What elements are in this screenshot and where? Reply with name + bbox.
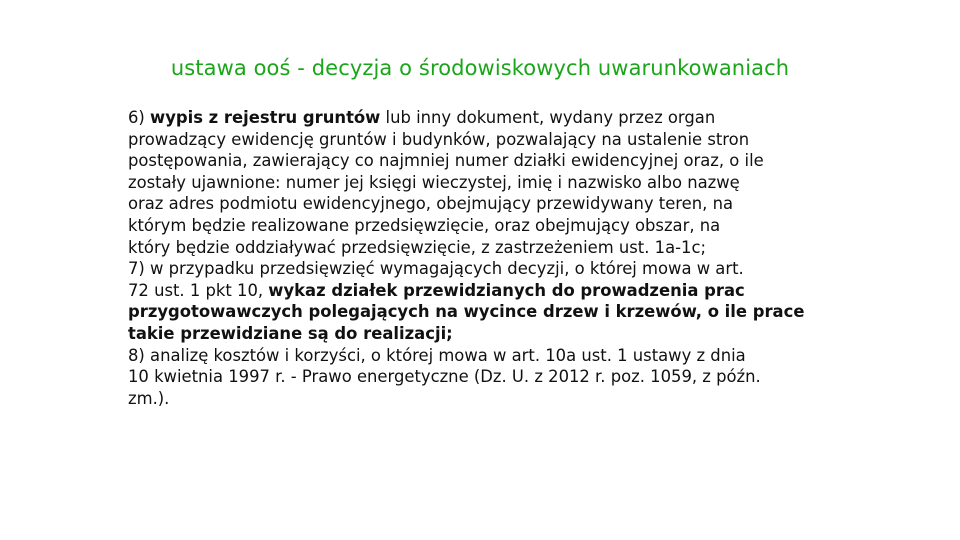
bold-text-run: wykaz działek przewidzianych do prowadzenia prac xyxy=(268,280,745,300)
slide-title: ustawa ooś - decyzja o środowiskowych uwarunkowaniach xyxy=(170,56,790,80)
bold-text-run: przygotowawczych polegających na wycince drzew i krzewów, o ile prace xyxy=(128,302,805,322)
text-run: 72 ust. 1 pkt 10, xyxy=(128,280,269,300)
text-run: postępowania, zawierający co najmniej numer działki ewidencyjnej oraz, o ile xyxy=(128,151,764,171)
text-run: zostały ujawnione: numer jej księgi wieczystej, imię i nazwisko albo nazwę xyxy=(128,172,740,192)
text-run: oraz adres podmiotu ewidencyjnego, obejmujący przewidywany teren, na xyxy=(128,194,734,214)
text-line xyxy=(128,323,828,345)
text-line xyxy=(128,129,828,151)
text-line xyxy=(128,172,828,194)
text-line xyxy=(128,237,828,259)
text-line xyxy=(128,388,828,410)
text-run: którym będzie realizowane przedsięwzięcie, oraz obejmujący obszar, na xyxy=(128,215,721,235)
text-line xyxy=(128,301,828,323)
text-run: lub inny dokument, wydany przez organ xyxy=(380,108,716,127)
text-run: 10 kwietnia 1997 r. - Prawo energetyczne (Dz. U. z 2012 r. poz. 1059, z późn. xyxy=(128,367,761,387)
text-line xyxy=(128,107,828,129)
text-run: prowadzący ewidencję gruntów i budynków, pozwalający na ustalenie stron xyxy=(128,129,750,149)
text-line xyxy=(128,345,828,367)
text-line xyxy=(128,258,828,280)
text-line xyxy=(128,215,828,237)
text-line xyxy=(128,280,828,302)
text-line xyxy=(128,193,828,215)
text-run: 6) xyxy=(128,108,151,127)
bold-text-run: takie przewidziane są do realizacji; xyxy=(128,323,453,343)
text-run: 7) w przypadku przedsięwzięć wymagających decyzji, o której mowa w art. xyxy=(128,259,744,279)
text-run: 8) analizę kosztów i korzyści, o której mowa w art. 10a ust. 1 ustawy z dnia xyxy=(128,345,746,365)
text-run: który będzie oddziaływać przedsięwzięcie, z zastrzeżeniem ust. 1a-1c; xyxy=(128,237,707,257)
text-run: zm.). xyxy=(128,388,170,408)
slide-body-text xyxy=(128,107,828,409)
text-line xyxy=(128,366,828,388)
bold-text-run: wypis z rejestru gruntów xyxy=(150,108,381,127)
text-line xyxy=(128,150,828,172)
